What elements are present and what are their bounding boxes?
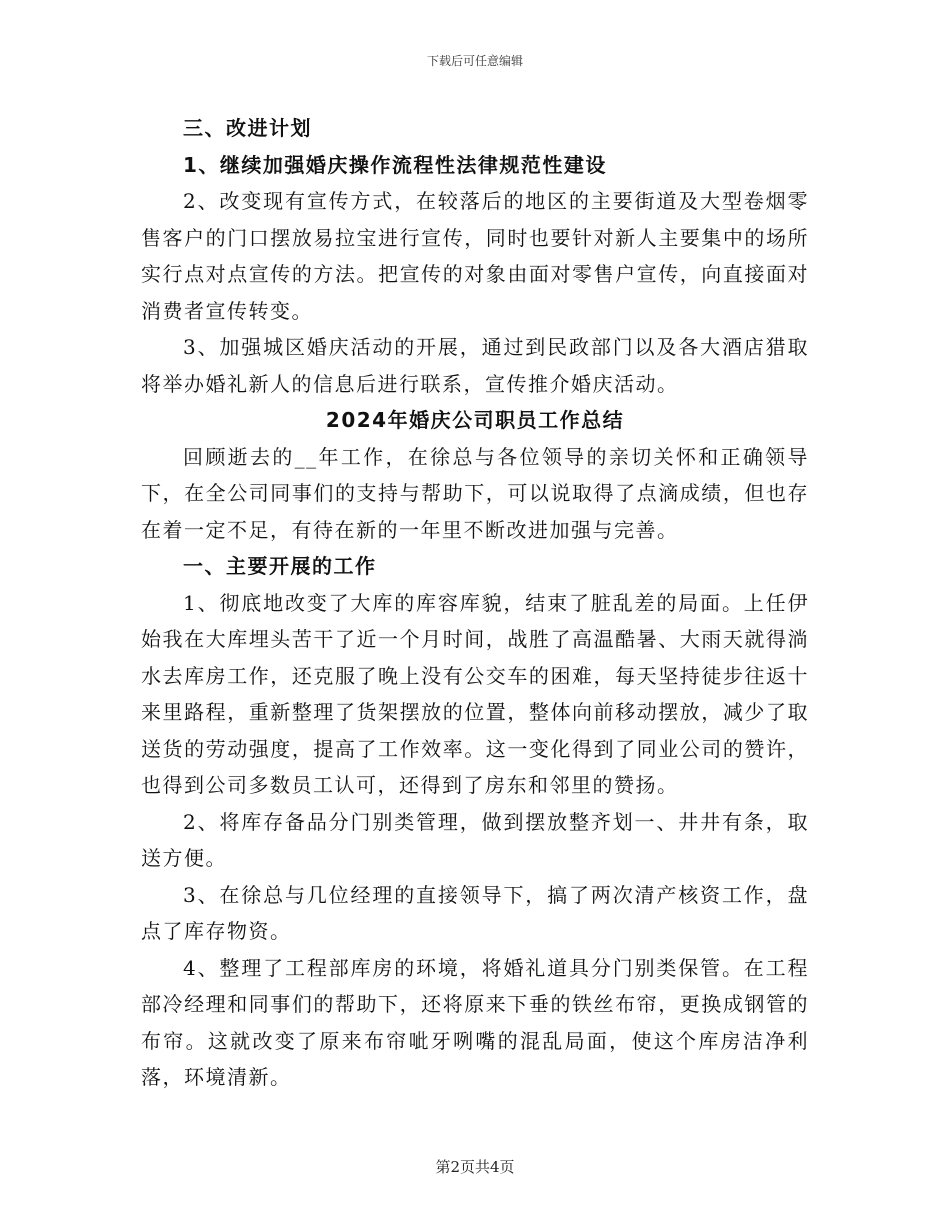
work-item-2: 2、将库存备品分门别类管理，做到摆放整齐划一、井井有条，取送方便。 [141, 809, 809, 870]
section-main-work-heading: 一、主要开展的工作 [183, 554, 377, 578]
work-item-3: 3、在徐总与几位经理的直接领导下，搞了两次清产核资工作，盘点了库存物资。 [141, 882, 809, 943]
intro-paragraph: 回顾逝去的__年工作，在徐总与各位领导的亲切关怀和正确领导下，在全公司同事们的支持与帮助下，可以说取得了点滴成绩，但也存在着一定不足，有待在新的一年里不断改进加强与完善。 [141, 444, 809, 542]
work-item-4: 4、整理了工程部库房的环境，将婚礼道具分门别类保管。在工程部冷经理和同事们的帮助下，还将原来下垂的铁丝布帘，更换成钢管的布帘。这就改变了原来布帘呲牙咧嘴的混乱局面，使这个库房洁净利落，环境清新。 [141, 955, 809, 1089]
improve-item-2: 2、改变现有宣传方式，在较落后的地区的主要街道及大型卷烟零售客户的门口摆放易拉宝进行宣传，同时也要针对新人主要集中的场所实行点对点宣传的方法。把宣传的对象由面对零售户宣传，向直接面对消费者宣传转变。 [141, 189, 809, 323]
improve-item-1: 1、继续加强婚庆操作流程性法律规范性建设 [183, 152, 607, 177]
improve-item-3: 3、加强城区婚庆活动的开展，通过到民政部门以及各大酒店猎取将举办婚礼新人的信息后进行联系，宣传推介婚庆活动。 [141, 335, 809, 396]
header-note: 下载后可任意编辑 [426, 54, 523, 68]
doc-title: 2024年婚庆公司职员工作总结 [325, 408, 625, 432]
section-improve-heading: 三、改进计划 [183, 116, 312, 140]
work-item-1: 1、彻底地改变了大库的库容库貌，结束了脏乱差的局面。上任伊始我在大库埋头苦干了近一个月时间，战胜了高温酷暑、大雨天就得淌水去库房工作，还克服了晚上没有公交车的困难，每天坚持徒步往返十来里路程，重新整理了货架摆放的位置，整体向前移动摆放，减少了取送货的劳动强度，提高了工作效率。这一变化得到了同业公司的赞许，也得到公司多数员工认可，还得到了房东和邻里的赞扬。 [141, 590, 809, 797]
page-indicator: 第2页共4页 [435, 1158, 515, 1176]
document-body [141, 110, 809, 1096]
